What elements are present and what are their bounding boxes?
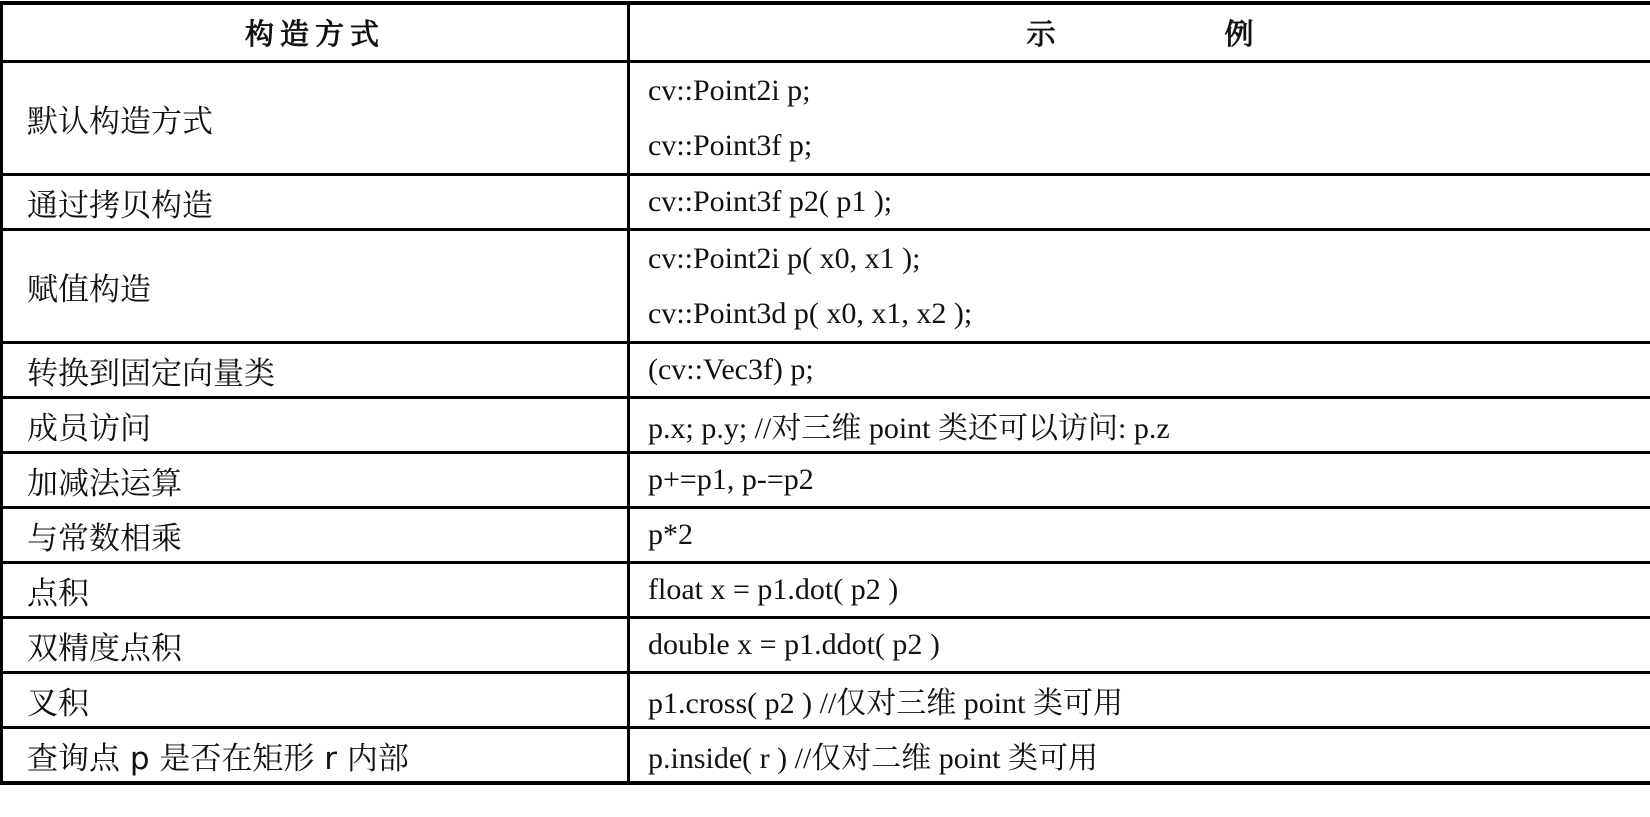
table-row [2,175,1650,230]
table-row [2,508,1650,563]
table-header-row [2,3,1650,62]
example-cell [629,62,1650,175]
table-row [2,728,1650,784]
method-cell: 转换到固定向量类 [2,343,629,398]
method-cell: 成员访问 [2,398,629,453]
example-cell: p*2 [629,508,1650,563]
method-cell: 加减法运算 [2,453,629,508]
header-example: 示 例 [629,3,1650,62]
table-row [2,673,1650,728]
example-cell [629,230,1650,343]
method-cell: 默认构造方式 [2,62,629,175]
table-row [2,230,1650,343]
table-row [2,453,1650,508]
example-cell: cv::Point3f p2( p1 ); [629,175,1650,230]
example-cell: double x = p1.ddot( p2 ) [629,618,1650,673]
example-cell: (cv::Vec3f) p; [629,343,1650,398]
example-cell: p.inside( r ) //仅对二维 point 类可用 [629,728,1650,784]
example-line: cv::Point3f p; [648,129,813,162]
example-cell: p1.cross( p2 ) //仅对三维 point 类可用 [629,673,1650,728]
method-cell: 与常数相乘 [2,508,629,563]
table-row [2,563,1650,618]
example-cell: p.x; p.y; //对三维 point 类还可以访问: p.z [629,398,1650,453]
table-row [2,618,1650,673]
example-line: cv::Point2i p( x0, x1 ); [648,242,921,275]
method-cell: 点积 [2,563,629,618]
example-line: cv::Point2i p; [648,74,811,107]
example-cell: p+=p1, p-=p2 [629,453,1650,508]
method-cell: 查询点 p 是否在矩形 r 内部 [2,728,629,784]
table-row [2,62,1650,175]
table-row [2,398,1650,453]
example-line: cv::Point3d p( x0, x1, x2 ); [648,297,973,330]
example-cell: float x = p1.dot( p2 ) [629,563,1650,618]
method-cell: 双精度点积 [2,618,629,673]
constructor-table-container [0,1,1650,785]
method-cell: 叉积 [2,673,629,728]
method-cell: 赋值构造 [2,230,629,343]
table-row [2,343,1650,398]
point-constructor-table [0,1,1650,785]
method-cell: 通过拷贝构造 [2,175,629,230]
header-construction-method: 构造方式 [2,3,629,62]
